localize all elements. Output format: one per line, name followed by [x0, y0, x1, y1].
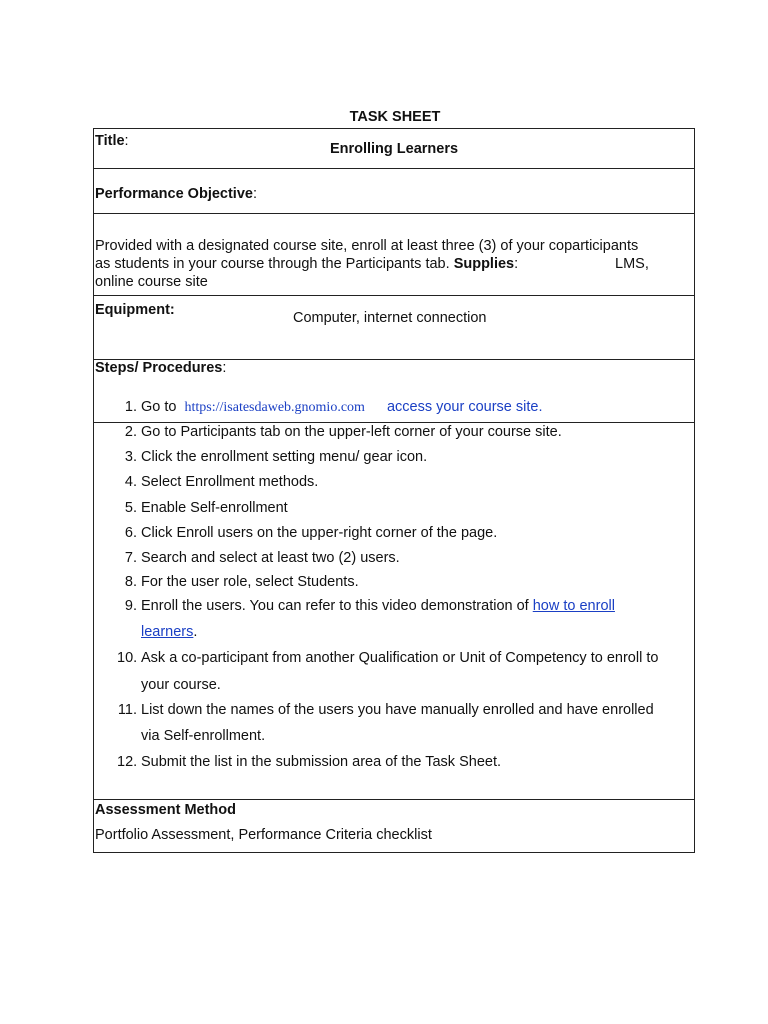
step-9-line-2	[141, 624, 197, 640]
sheet-title: TASK SHEET	[349, 109, 441, 125]
step-number: 6.	[124, 525, 137, 541]
objective-line-3: online course site	[95, 274, 208, 290]
objective-line-2	[95, 256, 518, 272]
objective-line-1: Provided with a designated course site, enroll at least three (3) of your coparticipants	[95, 238, 639, 254]
divider	[94, 213, 694, 214]
step-number: 1.	[124, 399, 137, 415]
step-number: 9.	[124, 598, 137, 614]
step-number: 11.	[117, 702, 137, 718]
steps-label-group	[95, 360, 226, 376]
step-1	[141, 399, 543, 416]
assessment-label: Assessment Method	[95, 802, 237, 818]
step-number: 4.	[124, 474, 137, 490]
step-text: Click Enroll users on the upper-right corner of the page.	[141, 525, 498, 541]
step-text: Select Enrollment methods.	[141, 474, 319, 490]
step-number: 3.	[124, 449, 137, 465]
step-text: Ask a co-participant from another Qualification or Unit of Competency to enroll to	[141, 650, 659, 666]
steps-colon: :	[222, 360, 227, 376]
step-9-text: Enroll the users. You can refer to this video demonstration of	[141, 598, 533, 614]
supplies-label: Supplies	[453, 256, 515, 272]
step-number: 2.	[124, 424, 137, 440]
divider	[94, 422, 694, 423]
step-text: Submit the list in the submission area of the Task Sheet.	[141, 754, 502, 770]
divider	[94, 799, 694, 800]
step-number: 7.	[124, 550, 137, 566]
divider	[94, 295, 694, 296]
step-1-prefix: Go to	[141, 399, 177, 415]
step-text: Search and select at least two (2) users.	[141, 550, 400, 566]
supplies-value: LMS,	[615, 256, 649, 272]
step-number: 12.	[117, 754, 138, 770]
equipment-value: Computer, internet connection	[293, 310, 487, 326]
step-text: Click the enrollment setting menu/ gear icon.	[141, 449, 428, 465]
step-text: your course.	[141, 677, 221, 693]
task-sheet-table	[93, 128, 695, 853]
learners-link[interactable]: learners	[141, 624, 194, 640]
step-number: 8.	[124, 574, 137, 590]
course-site-url-link[interactable]: https://isatesdaweb.gnomio.com	[184, 400, 365, 415]
how-to-enroll-link[interactable]: how to enroll	[532, 598, 615, 614]
performance-objective-label: Performance Objective	[95, 186, 253, 202]
title-label: Title	[95, 133, 125, 149]
step-9-line-1	[141, 598, 615, 614]
access-course-site-link[interactable]: access your course site.	[386, 399, 543, 415]
step-text: For the user role, select Students.	[141, 574, 359, 590]
steps-label: Steps/ Procedures	[95, 360, 223, 376]
step-9-end: .	[193, 624, 198, 640]
title-colon: :	[124, 133, 129, 149]
performance-objective-label-group	[95, 186, 257, 202]
step-text: Go to Participants tab on the upper-left corner of your course site.	[141, 424, 562, 440]
equipment-label: Equipment:	[95, 302, 175, 318]
step-number: 10.	[117, 650, 138, 666]
objective-line-2-text: as students in your course through the Participants tab.	[95, 256, 454, 272]
step-text: Enable Self-enrollment	[141, 500, 288, 516]
step-text: via Self-enrollment.	[141, 728, 266, 744]
performance-objective-colon: :	[252, 186, 257, 202]
title-value: Enrolling Learners	[329, 141, 459, 157]
step-number: 5.	[124, 500, 137, 516]
step-text: List down the names of the users you have manually enrolled and have enrolled	[141, 702, 654, 718]
divider	[94, 168, 694, 169]
assessment-value: Portfolio Assessment, Performance Criteria checklist	[95, 827, 432, 843]
supplies-colon: :	[514, 256, 519, 272]
